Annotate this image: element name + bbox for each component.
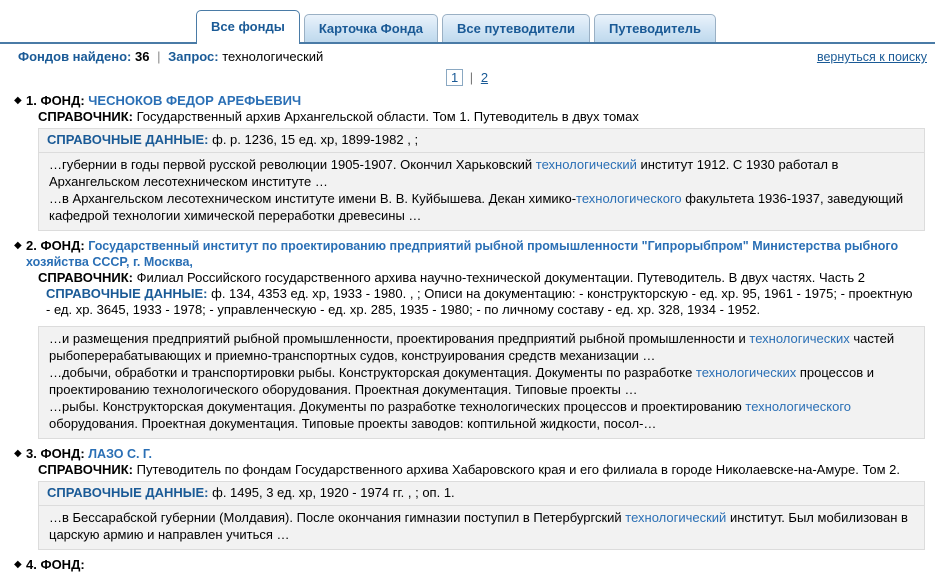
snippet-text: …губернии в годы первой русской революции 1905-1907. Окончил Харьковский xyxy=(49,157,536,172)
reference-value: ф. р. 1236, 15 ед. хр, 1899-1982 , ; xyxy=(212,132,419,147)
snippet-highlight: технологического xyxy=(576,191,682,206)
result-index: 4. xyxy=(26,557,37,572)
guide-line xyxy=(38,270,925,286)
snippet-block xyxy=(38,506,925,550)
snippet-highlight: технологических xyxy=(695,365,797,380)
result-title xyxy=(26,238,925,270)
found-label: Фондов найдено: xyxy=(18,49,132,64)
reference-value: ф. 1495, 3 ед. хр, 1920 - 1974 гг. , ; оп. 1. xyxy=(212,485,455,500)
fond-label: ФОНД: xyxy=(40,446,85,461)
tab-guide[interactable] xyxy=(594,14,716,44)
bullet-icon: ◆ xyxy=(14,559,22,570)
snippet-text: институт. Был мобилизован в царскую армию и направлен учиться … xyxy=(49,510,908,542)
result-item xyxy=(12,557,925,573)
info-bar-left xyxy=(18,49,323,64)
guide-line xyxy=(38,462,925,478)
fond-name-link[interactable]: Государственный институт по проектированию предприятий рыбной промышленности "Гипрорыбпром" Министерства рыбного хозяйства СССР, г. Москва, xyxy=(26,239,899,269)
tab-fond-card-label: Карточка Фонда xyxy=(318,21,423,36)
reference-label: СПРАВОЧНЫЕ ДАННЫЕ: xyxy=(46,286,208,301)
snippet-line xyxy=(49,191,916,224)
fond-name-link[interactable]: ЧЕСНОКОВ ФЕДОР АРЕФЬЕВИЧ xyxy=(88,93,302,108)
result-item xyxy=(12,93,925,231)
snippet-text: …в Бессарабской губернии (Молдавия). После окончания гимназии поступил в Петербургский xyxy=(49,510,626,525)
result-title xyxy=(26,557,85,573)
tab-all-guides-label: Все путеводители xyxy=(456,21,575,36)
result-header xyxy=(12,238,925,270)
result-index: 2. xyxy=(26,238,37,253)
query-value: технологический xyxy=(222,49,324,64)
guide-value: Путеводитель по фондам Государственного архива Хабаровского края и его филиала в городе Николаевске-на-Амуре. Том 2. xyxy=(136,462,901,477)
reference-value: ф. 134, 4353 ед. хр, 1933 - 1980. , ; Описи на документацию: - конструкторскую - ед. хр. 95, 1961 - 1975; - проектную - ед. хр. 3645, 1933 - 1978; - управленческую - ед. хр. 285, 1935 - 1980; - по личному составу - ед. хр. 328, 1934 - 1952. xyxy=(46,286,913,317)
snippet-highlight: технологических xyxy=(749,331,850,346)
result-header xyxy=(12,446,925,462)
snippet-line xyxy=(49,365,916,398)
result-index: 1. xyxy=(26,93,37,108)
result-index: 3. xyxy=(26,446,37,461)
snippet-line xyxy=(49,331,916,364)
info-bar xyxy=(0,44,935,68)
result-header xyxy=(12,557,925,573)
fond-name-link[interactable]: ЛАЗО С. Г. xyxy=(88,447,152,461)
snippet-line xyxy=(49,157,916,190)
snippet-text: …в Архангельском лесотехническом институте имени В. В. Куйбышева. Декан химико- xyxy=(49,191,577,206)
guide-label: СПРАВОЧНИК: xyxy=(38,109,133,124)
result-item xyxy=(12,446,925,550)
bullet-icon: ◆ xyxy=(14,95,22,106)
fond-label: ФОНД: xyxy=(40,238,85,253)
pagination-divider: | xyxy=(469,70,474,85)
snippet-block xyxy=(38,326,925,439)
snippet-line xyxy=(49,510,916,543)
result-item xyxy=(12,238,925,439)
reference-data xyxy=(38,286,925,322)
snippet-text: процессов и проектированию технологического оборудования. Проектная документация. Типовые проекты … xyxy=(49,365,875,397)
reference-label: СПРАВОЧНЫЕ ДАННЫЕ: xyxy=(47,485,209,500)
tab-fond-card[interactable] xyxy=(304,14,438,44)
guide-label: СПРАВОЧНИК: xyxy=(38,462,133,477)
reference-label: СПРАВОЧНЫЕ ДАННЫЕ: xyxy=(47,132,209,147)
fond-label: ФОНД: xyxy=(40,93,85,108)
tab-bar xyxy=(0,0,935,44)
reference-data xyxy=(38,481,925,506)
tab-bar-underline xyxy=(0,42,935,44)
result-title xyxy=(26,446,152,462)
snippet-text: факультета 1936-1937, заведующий кафедрой технологии химической переработки древесины … xyxy=(49,191,904,223)
pagination xyxy=(0,68,935,93)
tab-all-guides[interactable] xyxy=(442,14,590,44)
snippet-highlight: технологический xyxy=(535,157,637,172)
bullet-icon: ◆ xyxy=(14,240,22,251)
reference-data xyxy=(38,128,925,153)
snippet-text: …добычи, обработки и транспортировки рыбы. Конструкторская документация. Документы по разработке xyxy=(49,365,696,380)
result-title xyxy=(26,93,301,109)
back-to-search-link[interactable]: вернуться к поиску xyxy=(816,50,927,64)
snippet-text: …рыбы. Конструкторская документация. Документы по разработке технологических процессов и проектированию xyxy=(49,399,746,414)
guide-line xyxy=(38,109,925,125)
info-separator: | xyxy=(157,49,161,64)
snippet-highlight: технологический xyxy=(625,510,727,525)
fond-label: ФОНД: xyxy=(40,557,85,572)
result-header xyxy=(12,93,925,109)
query-label: Запрос: xyxy=(168,49,219,64)
guide-value: Филиал Российского государственного архива научно-технической документации. Путеводитель. В двух частях. Часть 2 xyxy=(136,270,865,285)
snippet-line xyxy=(49,399,916,432)
snippet-text: оборудования. Проектная документация. Типовые проекты заводов: коптильной жидкости, посол-… xyxy=(49,415,657,431)
snippet-highlight: технологического xyxy=(745,399,852,414)
pagination-current-page: 1 xyxy=(446,69,463,86)
tab-all-fonds[interactable] xyxy=(196,10,300,44)
bullet-icon: ◆ xyxy=(14,448,22,459)
pagination-page-2[interactable]: 2 xyxy=(480,70,489,85)
snippet-text: …и размещения предприятий рыбной промышленности, проектирования предприятий рыбной промышленности и xyxy=(49,331,750,346)
found-count: 36 xyxy=(135,49,150,64)
results-list xyxy=(0,93,935,573)
guide-value: Государственный архив Архангельской области. Том 1. Путеводитель в двух томах xyxy=(136,109,639,124)
tab-all-fonds-label: Все фонды xyxy=(211,19,285,34)
snippet-text: частей рыбоперерабатывающих и приемно-транспортных судов, конструирования средств механизации … xyxy=(49,331,895,363)
snippet-block xyxy=(38,153,925,231)
snippet-text: институт 1912. С 1930 работал в Архангельском лесотехническом институте … xyxy=(49,157,839,189)
tab-guide-label: Путеводитель xyxy=(608,21,701,36)
guide-label: СПРАВОЧНИК: xyxy=(38,270,133,285)
